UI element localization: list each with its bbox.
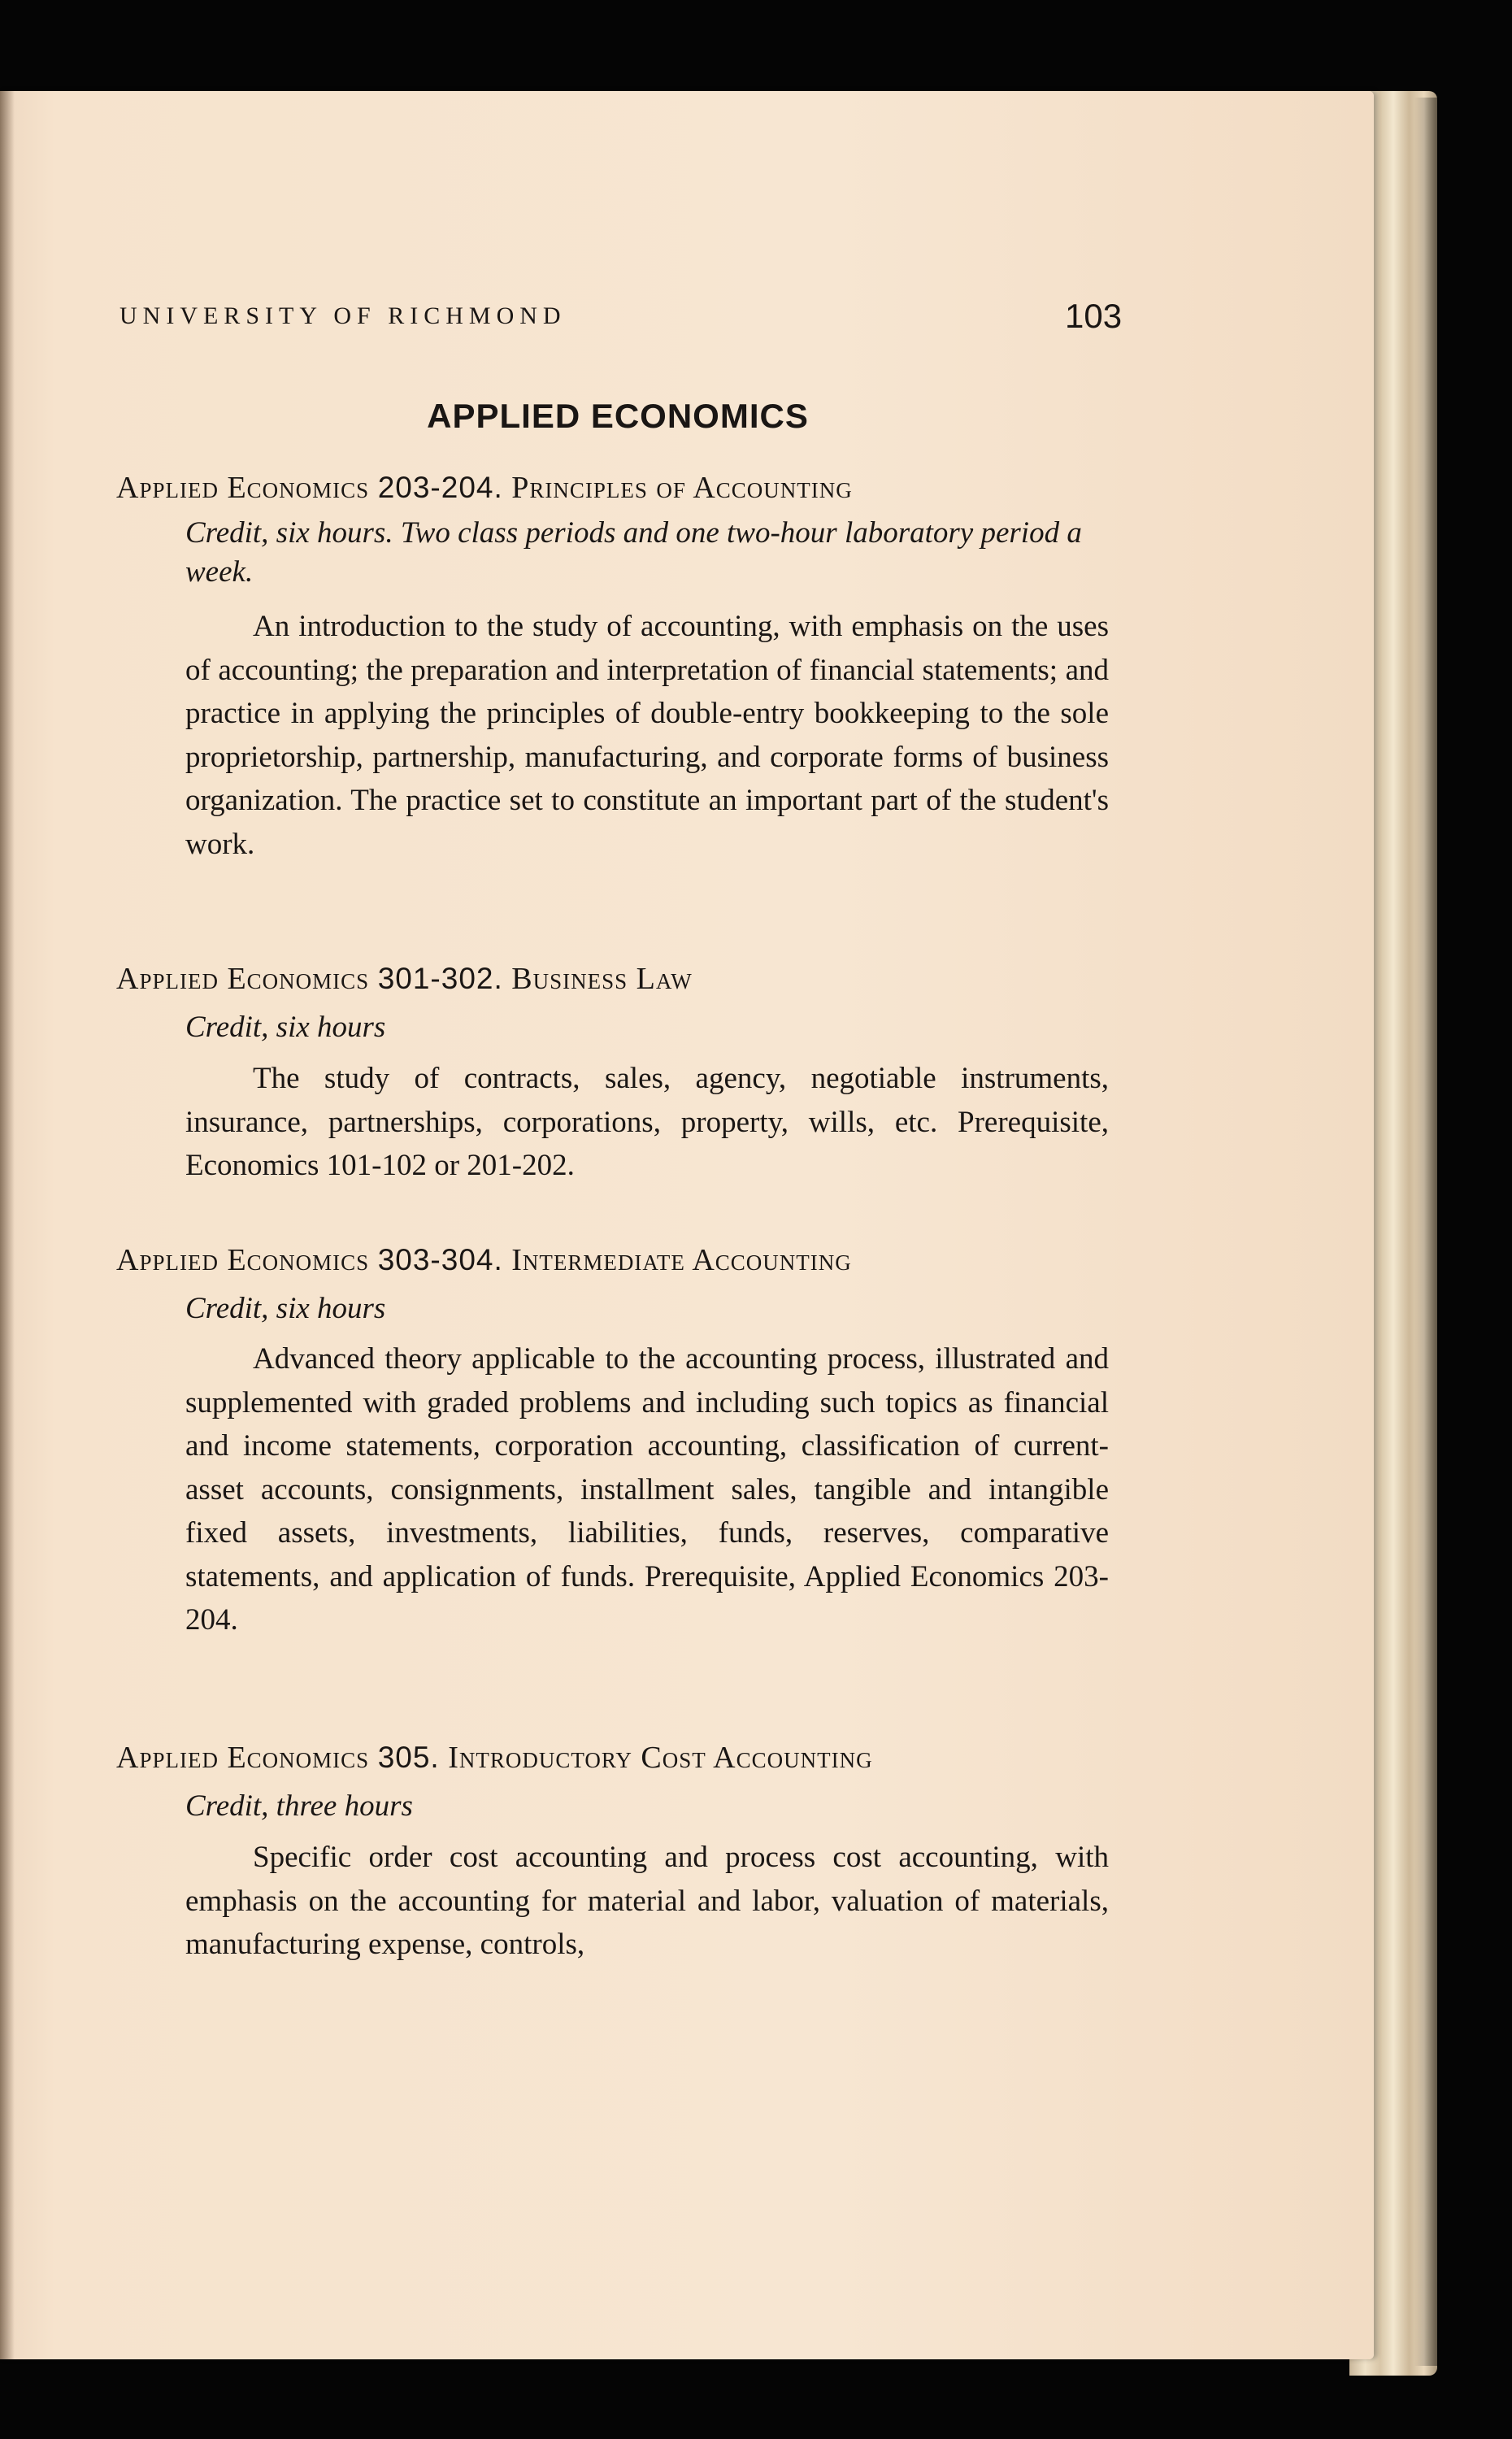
course-heading: [116, 1242, 852, 1278]
course-credit: Credit, six hours. Two class periods and one two-hour laboratory period a week.: [185, 516, 1082, 589]
course-heading: [116, 1740, 873, 1776]
running-head: UNIVERSITY OF RICHMOND: [119, 302, 567, 329]
course-label: Applied Economics: [116, 471, 370, 505]
course-number: 301-302.: [377, 962, 503, 995]
course-description: An introduction to the study of accounting, with emphasis on the uses of accounting; the preparation and interpretation of financial statements; and practice in applying the principles of double-entry bookkeeping to the sole proprietorship, partnership, manufacturing, and corporate forms of business organization. The practice set to constitute an important part of the student's work.: [185, 610, 1109, 861]
course-number: 303-304.: [377, 1243, 503, 1276]
course-description: The study of contracts, sales, agency, negotiable instruments, insurance, partnerships, corporations, property, wills, etc. Prerequisite, Economics 101-102 or 201-202.: [185, 1062, 1109, 1182]
course-number: 305.: [377, 1741, 440, 1774]
course-title: Introductory Cost Accounting: [448, 1741, 873, 1775]
course-label: Applied Economics: [116, 1741, 370, 1775]
course-title: Intermediate Accounting: [511, 1243, 852, 1277]
course-description: Specific order cost accounting and process cost accounting, with emphasis on the accounting for material and labor, valuation of materials, manufacturing expense, controls,: [185, 1841, 1109, 1961]
page-edge-shadow: [1414, 98, 1439, 2366]
course-credit: Credit, three hours: [185, 1789, 413, 1823]
course-heading: [116, 470, 853, 506]
course-heading: [116, 961, 693, 997]
section-title: [0, 397, 1236, 436]
course-number: 203-204.: [377, 471, 503, 504]
course-title: Principles of Accounting: [511, 471, 853, 505]
course-label: Applied Economics: [116, 1243, 370, 1277]
course-credit: Credit, six hours: [185, 1011, 386, 1044]
course-label: Applied Economics: [116, 962, 370, 996]
page-number: 103: [1065, 297, 1123, 335]
course-description: Advanced theory applicable to the accounting process, illustrated and supplemented with graded problems and including such topics as financial and income statements, corporation accounting, classification of current-asset accounts, consignments, installment sales, tangible and intangible fixed assets, investments, liabilities, funds, reserves, comparative statements, and application of funds. Prerequisite, Applied Economics 203-204.: [185, 1342, 1109, 1637]
course-title: Business Law: [511, 962, 693, 996]
section-title-text: APPLIED ECONOMICS: [427, 397, 809, 435]
course-credit: Credit, six hours: [185, 1292, 386, 1325]
